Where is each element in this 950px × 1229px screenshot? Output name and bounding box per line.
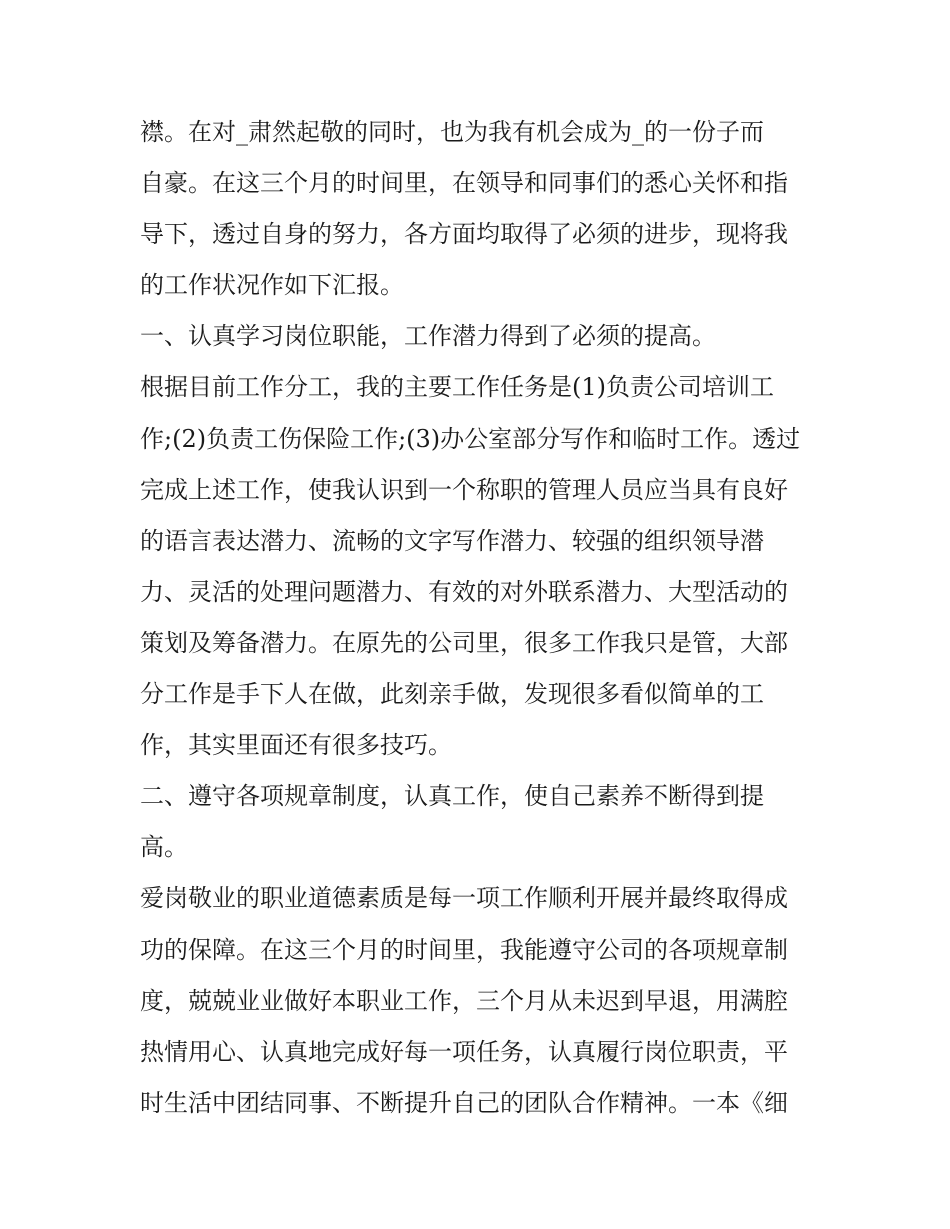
text-line: 度，兢兢业业做好本职业工作，三个月从未迟到早退，用满腔 — [140, 986, 788, 1015]
text-line: 的语言表达潜力、流畅的文字写作潜力、较强的组织领导潜 — [140, 526, 764, 555]
text-line: 完成上述工作，使我认识到一个称职的管理人员应当具有良好 — [140, 475, 788, 504]
document-body — [140, 107, 820, 1129]
section-heading-1: 一、认真学习岗位职能，工作潜力得到了必须的提高。 — [140, 322, 716, 351]
text-line: 时生活中团结同事、不断提升自己的团队合作精神。一本《细 — [140, 1088, 788, 1117]
text-line: 的工作状况作如下汇报。 — [140, 271, 404, 300]
text-line: 作，其实里面还有很多技巧。 — [140, 731, 452, 760]
text-line: 力、灵活的处理问题潜力、有效的对外联系潜力、大型活动的 — [140, 577, 788, 606]
text-line: 导下，透过自身的努力，各方面均取得了必须的进步，现将我 — [140, 220, 788, 249]
section-heading-2: 二、遵守各项规章制度，认真工作，使自己素养不断得到提 — [140, 782, 764, 811]
text-line: 热情用心、认真地完成好每一项任务，认真履行岗位职责，平 — [140, 1037, 788, 1066]
text-line: 根据目前工作分工，我的主要工作任务是(1)负责公司培训工 — [140, 373, 774, 402]
text-line: 爱岗敬业的职业道德素质是每一项工作顺利开展并最终取得成 — [140, 884, 788, 913]
text-line: 功的保障。在这三个月的时间里，我能遵守公司的各项规章制 — [140, 935, 788, 964]
text-line: 襟。在对_肃然起敬的同时，也为我有机会成为_的一份子而 — [140, 118, 764, 146]
text-line: 策划及筹备潜力。在原先的公司里，很多工作我只是管，大部 — [140, 628, 788, 657]
text-line: 自豪。在这三个月的时间里，在领导和同事们的悉心关怀和指 — [140, 169, 788, 198]
text-line: 分工作是手下人在做，此刻亲手做，发现很多看似简单的工 — [140, 680, 764, 709]
section-heading-2-cont: 高。 — [140, 833, 188, 862]
text-line: 作;(2)负责工伤保险工作;(3)办公室部分写作和临时工作。透过 — [140, 424, 801, 453]
